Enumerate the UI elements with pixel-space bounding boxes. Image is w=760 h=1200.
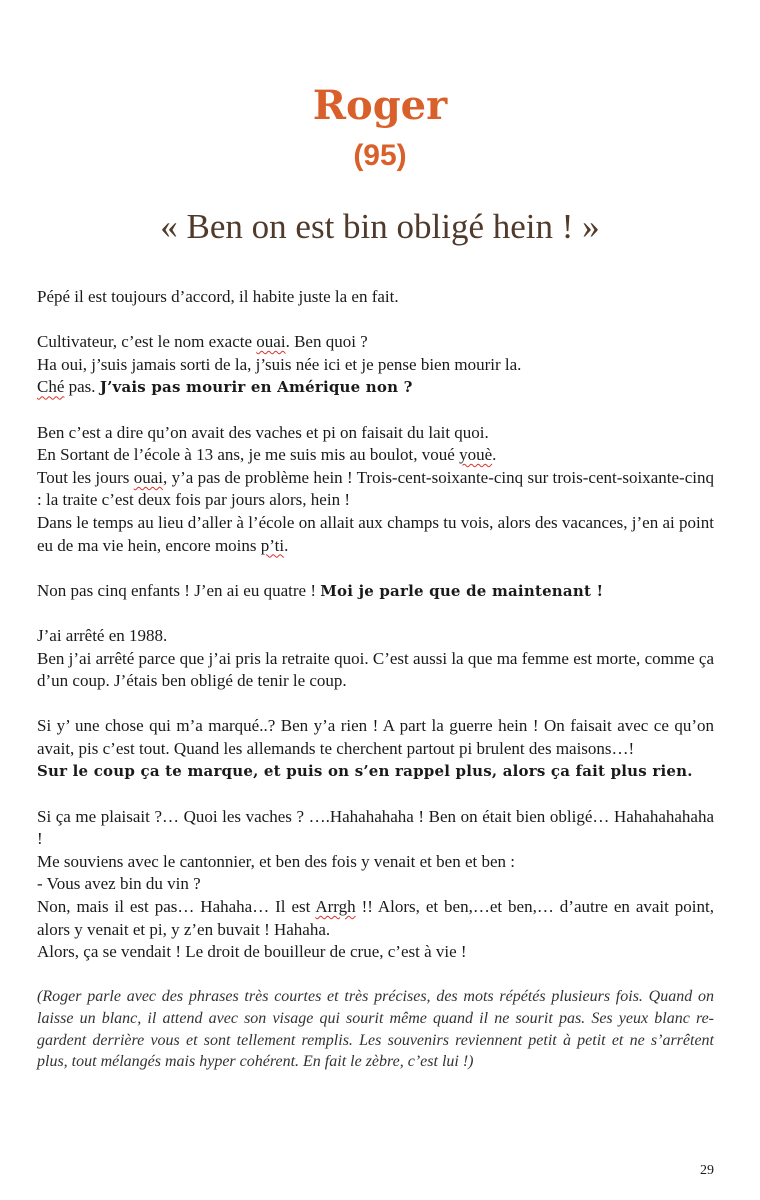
headline-quote: « Ben on est bin obligé hein ! » — [160, 207, 600, 246]
interviewee-name: Roger — [312, 82, 448, 129]
bold-phrase: Sur le coup ça te marque, et puis on s’en rappel plus, alors ça fait plus rien. — [37, 762, 693, 781]
paragraph: Me souviens avec le cantonnier, et ben des fois y venait et ben et ben : — [37, 851, 515, 871]
paragraph: Si ça me plaisait ?… Quoi les vaches ? ….Hahahahaha ! Ben on était bien obligé… Hahahahahaha ! — [37, 806, 714, 849]
paragraph: Alors, ça se vendait ! Le droit de bouilleur de crue, c’est à vie ! — [37, 942, 467, 962]
page-number: 29 — [700, 1163, 714, 1178]
paragraph: J’ai arrêté en 1988. — [37, 625, 168, 645]
misspelled-word: ouai — [133, 467, 164, 487]
paragraph: Cultivateur, c’est le nom exacte ouai. Ben quoi ? — [37, 332, 368, 352]
misspelled-word: Ché — [37, 377, 65, 397]
paragraph: Ha oui, j’suis jamais sorti de la, j’suis née ici et je pense bien mourir la. — [37, 354, 522, 374]
bold-phrase: J’vais pas mourir en Amérique non ? — [99, 378, 413, 397]
paragraph: Dans le temps au lieu d’aller à l’école on allait aux champs tu vois, alors des vacances, j’en ai point eu de ma vie hein, encore moins p’ti. — [37, 512, 714, 555]
misspelled-word: Arrgh — [315, 897, 356, 917]
misspelled-word: youè — [459, 445, 493, 465]
misspelled-word: ouai — [256, 332, 286, 352]
paragraph: Non, mais il est pas… Hahaha… Il est Arrgh !! Alors, et ben,…et ben,… d’autre en avait point, alors y venait et pi, y z’en buvait ! Hahaha. — [37, 897, 714, 939]
paragraph: - Vous avez bin du vin ? — [37, 874, 201, 894]
paragraph: Tout les jours ouai, y’a pas de problème hein ! Trois-cent-soixante-cinq sur trois-cent-soixante-cinq : la traite c’est deux fois par jours alors, hein ! — [37, 467, 714, 510]
paragraph: Ben j’ai arrêté parce que j’ai pris la retraite quoi. C’est aussi la que ma femme est morte, comme ça d’un coup. J’étais ben obligé de tenir le coup. — [37, 648, 714, 691]
paragraph: Ben c’est a dire qu’on avait des vaches et pi on faisait du lait quoi. — [37, 422, 489, 442]
paragraph: Pépé il est toujours d’accord, il habite juste la en fait. — [37, 287, 399, 306]
misspelled-word: p’ti — [260, 535, 285, 555]
paragraph — [37, 760, 714, 783]
author-note: (Roger parle avec des phrases très courtes et très précises, des mots répétés plusieurs fois. Quand on laisse un blanc, il attend avec son visage qui sourit même quand il ne sourit pas. Ses yeux blanc re-gardent derrière vous et sont tellement remplis. Les souvenirs reviennent petit à petit et ne s’arrêtent plus, tout mélangés mais hyper cohérent. En fait le zèbre, c’est lui !) — [37, 988, 714, 1071]
paragraph: Ché pas. J’vais pas mourir en Amérique non ? — [37, 377, 413, 397]
bold-phrase: Moi je parle que de maintenant ! — [320, 581, 604, 600]
interview-text — [37, 286, 714, 1073]
paragraph: Non pas cinq enfants ! J’en ai eu quatre ! Moi je parle que de maintenant ! — [37, 580, 604, 600]
paragraph: Si y’ une chose qui m’a marqué..? Ben y’a rien ! A part la guerre hein ! On faisait avec ce qu’on avait, pis c’est tout. Quand les allemands te cherchent partout pi brulent des maisons…! — [37, 716, 714, 758]
paragraph: En Sortant de l’école à 13 ans, je me suis mis au boulot, voué youè. — [37, 445, 497, 465]
interviewee-age: (95) — [353, 139, 407, 172]
